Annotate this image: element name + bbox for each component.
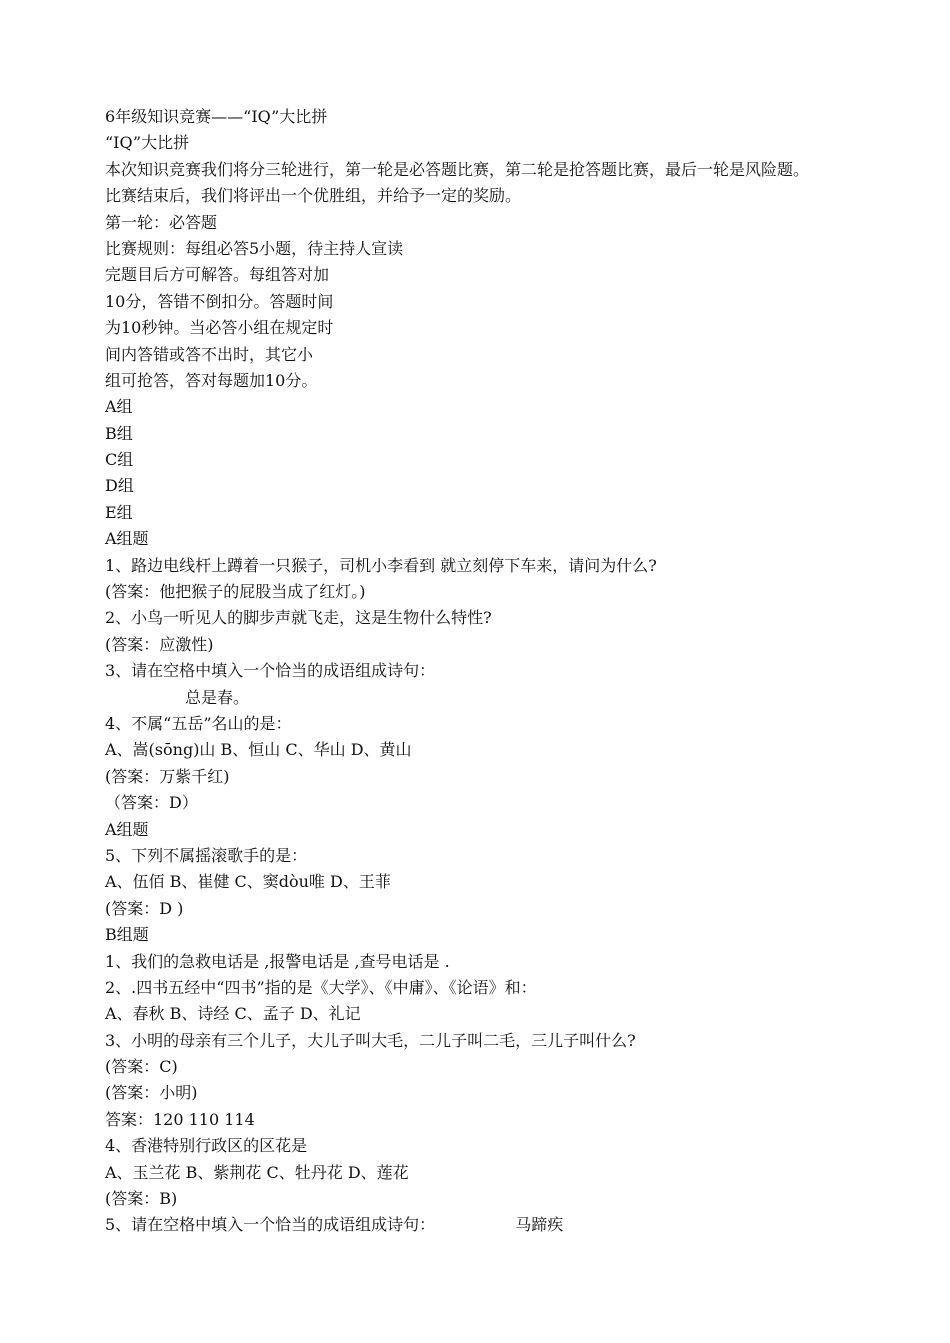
question-line: 2、.四书五经中“四书”指的是《大学》、《中庸》、《论语》和： [105,977,537,997]
answer-line: (答案：C) [105,1057,178,1077]
poem-fill-line: 总是春。 [185,687,250,707]
question-line [105,1212,885,1238]
rules-line: 完题目后方可解答。每组答对加 [105,265,330,285]
question-line: 2、小鸟一听见人的脚步声就飞走，这是生物什么特性? [105,608,492,628]
question-text: 5、请在空格中填入一个恰当的成语组成诗句： [105,1215,436,1235]
group-label: B组 [105,423,133,443]
round-heading: 第一轮：必答题 [105,212,218,232]
question-line: 5、下列不属摇滚歌手的是： [105,845,308,865]
intro-line: 本次知识竞赛我们将分三轮进行，第一轮是必答题比赛，第二轮是抢答题比赛，最后一轮是风险题。 [105,159,810,179]
rules-line: 间内答错或答不出时，其它小 [105,344,314,364]
options-line: A、玉兰花 B、紫荆花 C、牡丹花 D、莲花 [105,1162,409,1182]
document-body [105,104,885,1239]
answer-line: (答案：D ) [105,898,184,918]
poem-fragment: 马蹄疾 [515,1215,564,1235]
answer-line: (答案：应激性) [105,634,214,654]
section-heading: A组题 [105,819,149,839]
question-line: 3、小明的母亲有三个儿子，大儿子叫大毛，二儿子叫二毛，三儿子叫什么? [105,1030,636,1050]
rules-line: 为10秒钟。当必答小组在规定时 [105,318,334,338]
question-line: 3、请在空格中填入一个恰当的成语组成诗句： [105,661,436,681]
options-line: A、伍佰 B、崔健 C、窦dòu唯 D、王菲 [105,872,391,892]
question-line: 4、不属“五岳”名山的是： [105,713,292,733]
intro-line: 比赛结束后，我们将评出一个优胜组，并给予一定的奖励。 [105,186,522,206]
answer-line: (答案：小明) [105,1083,198,1103]
group-label: A组 [105,397,133,417]
answer-line: （答案：D） [105,793,198,813]
rules-line: 比赛规则：每组必答5小题，待主持人宣读 [105,238,404,258]
document-title: 6年级知识竞赛——“IQ”大比拼 [105,107,328,126]
group-label: C组 [105,450,134,470]
answer-line: (答案：B) [105,1189,178,1209]
group-label: E组 [105,502,133,522]
options-line: A、春秋 B、诗经 C、孟子 D、礼记 [105,1004,361,1024]
section-heading: B组题 [105,925,149,945]
group-label: D组 [105,476,134,496]
document-subtitle: “IQ”大比拼 [105,133,190,153]
question-line: 1、路边电线杆上蹲着一只猴子，司机小李看到 就立刻停下车来，请问为什么? [105,555,657,575]
answer-line: 答案：120 110 114 [105,1109,255,1129]
options-line: A、嵩(sōng)山 B、恒山 C、华山 D、黄山 [105,740,412,760]
rules-line: 10分，答错不倒扣分。答题时间 [105,291,334,311]
question-line: 1、我们的急救电话是 ,报警电话是 ,查号电话是 . [105,951,450,971]
rules-line: 组可抢答，答对每题加10分。 [105,370,318,390]
answer-line: (答案：万紫千红) [105,766,230,786]
section-heading: A组题 [105,529,149,549]
answer-line: (答案：他把猴子的屁股当成了红灯。) [105,582,366,602]
question-line: 4、香港特别行政区的区花是 [105,1136,308,1156]
